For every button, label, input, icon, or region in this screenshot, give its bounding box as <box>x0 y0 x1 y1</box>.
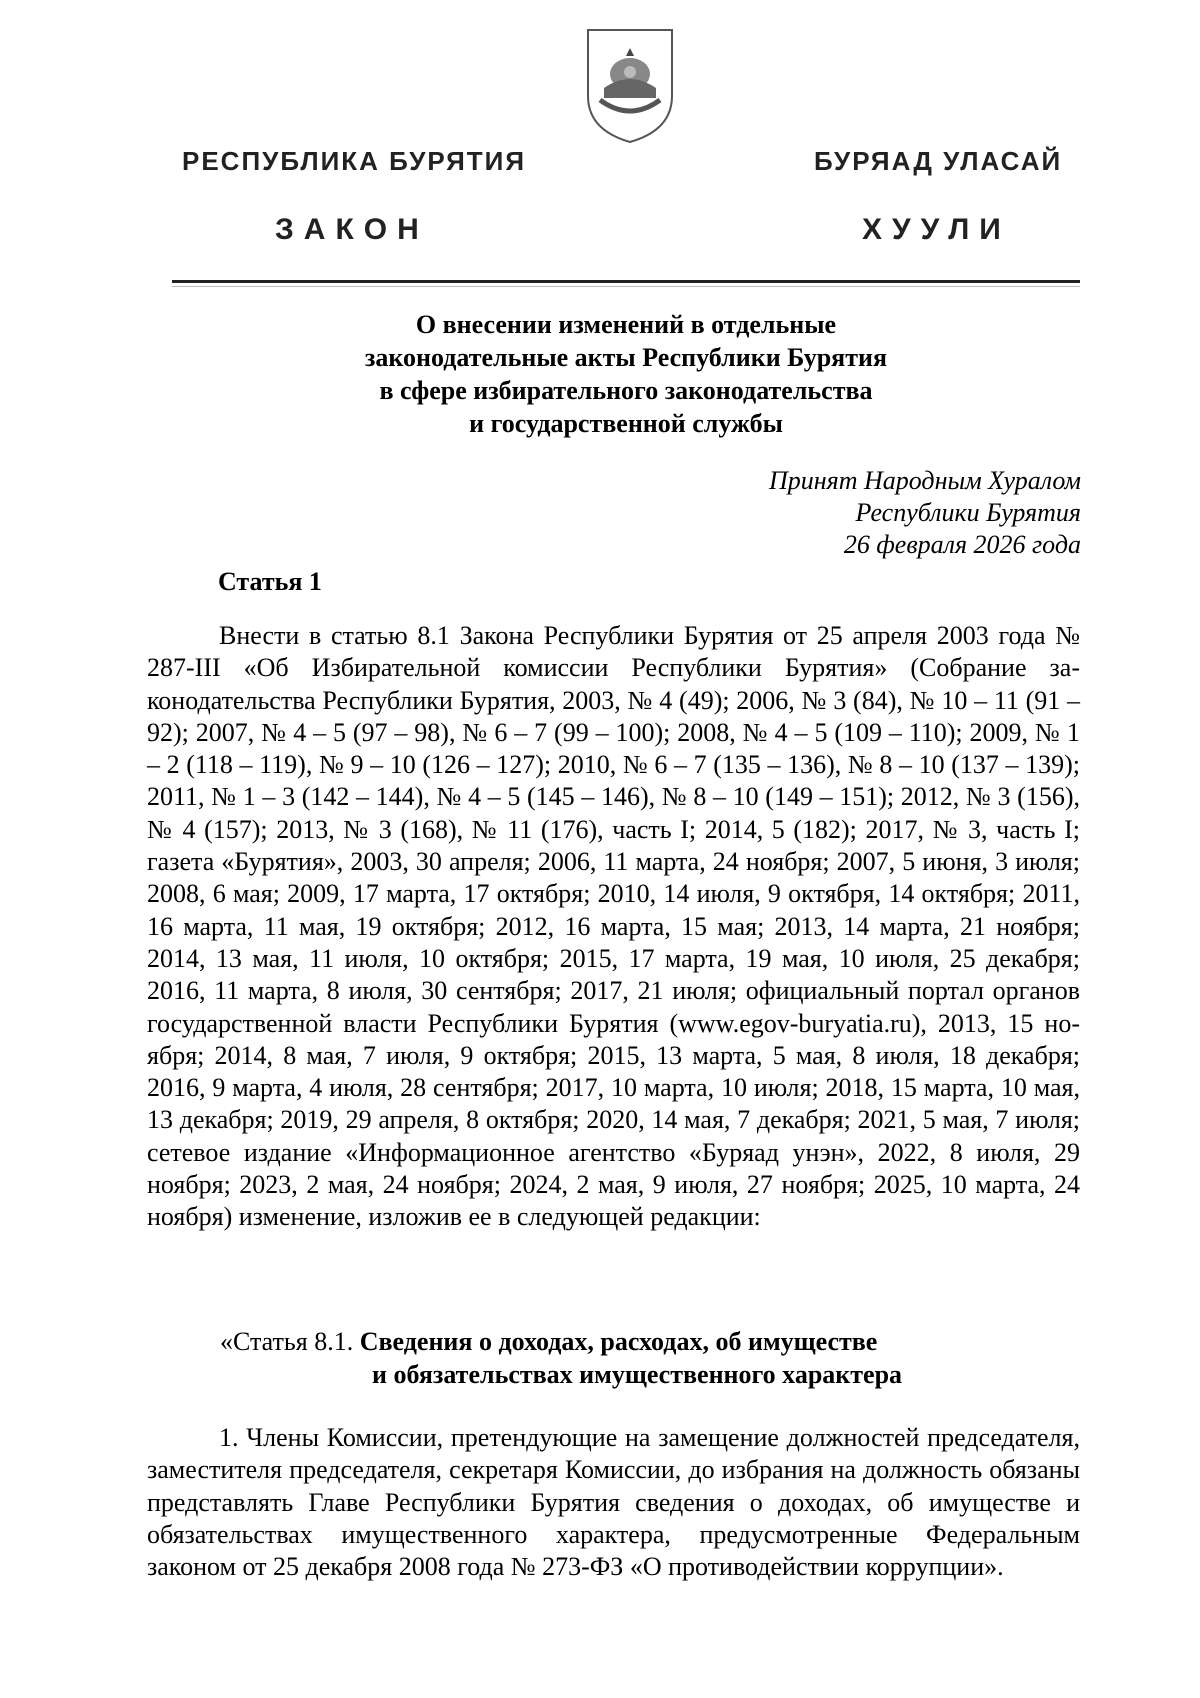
quoted-article-heading <box>220 1325 902 1391</box>
law-title-line: законодательные акты Республики Бурятия <box>364 343 888 372</box>
law-title-line: в сфере избирательного законодательства <box>379 376 873 405</box>
quoted-article-prefix: «Статья 8.1. <box>220 1327 354 1356</box>
quoted-article-title-line1: Сведения о доходах, расходах, об имуществе <box>359 1327 878 1356</box>
header-divider <box>172 280 1080 283</box>
adoption-date: 26 февраля 2026 года <box>843 530 1081 559</box>
law-label-buryat: ХУУЛИ <box>862 213 1011 246</box>
adoption-line: Принят Народным Хуралом <box>768 466 1081 495</box>
adoption-note <box>769 465 1081 561</box>
law-title <box>172 308 1080 440</box>
adoption-line: Республики Бурятия <box>855 498 1081 527</box>
coat-of-arms-emblem <box>584 26 676 146</box>
law-label-russian: ЗАКОН <box>275 213 429 246</box>
quoted-article-paragraph-1 <box>147 1422 1080 1583</box>
republic-name-buryat: БУРЯАД УЛАСАЙ <box>814 146 1063 176</box>
paragraph-1-text: 1. Члены Комиссии, претендующие на замещение должностей председателя, заместителя председателя, секретаря Комиссии, до избрания на должность обязаны представлять Главе Республики Бурятия сведения о доходах, об имуществе и обязательствах имущественного характера, предусмотренные Федеральным законом от 25 декабря 2008 года № 273-ФЗ «О противодействии коррупции». <box>147 1423 1080 1582</box>
law-title-line: и государственной службы <box>469 409 783 438</box>
law-title-line: О внесении изменений в отдельные <box>415 310 837 339</box>
article-1-heading: Статья 1 <box>218 567 322 596</box>
article-1-body <box>147 620 1080 1234</box>
header-divider-thin <box>172 286 1080 287</box>
quoted-article-title-line2: и обязательствах имущественного характера <box>372 1360 903 1389</box>
republic-name-russian: РЕСПУБЛИКА БУРЯТИЯ <box>182 146 527 176</box>
article-1-text: Внести в статью 8.1 Закона Республики Бурятия от 25 апреля 2003 года № 287-III «Об Избирательной комиссии Республики Бурятия» (Собрание законодательства Республики Бурятия, 2003, № 4 (49); 2006, № 3 (84), № 10 – 11 (91 – 92); 2007, № 4 – 5 (97 – 98), № 6 – 7 (99 – 100); 2008, № 4 – 5 (109 – 110); 2009, № 1 – 2 (118 – 119), № 9 – 10 (126 – 127); 2010, № 6 – 7 (135 – 136), № 8 – 10 (137 – 139); 2011, № 1 – 3 (142 – 144), № 4 – 5 (145 – 146), № 8 – 10 (149 – 151); 2012, № 3 (156), № 4 (157); 2013, № 3 (168), № 11 (176), часть I; 2014, 5 (182); 2017, № 3, часть I; газета «Бурятия», 2003, 30 апреля; 2006, 11 марта, 24 ноября; 2007, 5 июня, 3 июля; 2008, 6 мая; 2009, 17 марта, 17 октября; 2010, 14 июля, 9 октября, 14 октября; 2011, 16 марта, 11 мая, 19 октября; 2012, 16 марта, 15 мая; 2013, 14 марта, 21 ноября; 2014, 13 мая, 11 июля, 10 октября; 2015, 17 марта, 19 мая, 10 июля, 25 декабря; 2016, 11 марта, 8 июля, 30 сентября; 2017, 21 июля; официальный портал органов государственной власти Республики Бурятия (www.egov-buryatia.ru), 2013, 15 ноября; 2014, 8 мая, 7 июля, 9 октября; 2015, 13 марта, 5 мая, 8 июля, 18 декабря; 2016, 9 марта, 4 июля, 28 сентября; 2017, 10 марта, 10 июля; 2018, 15 марта, 10 мая, 13 декабря; 2019, 29 апреля, 8 октября; 2020, 14 мая, 7 декабря; 2021, 5 мая, 7 июля; сетевое издание «Информационное агентство «Буряад унэн», 2022, 8 июля, 29 ноября; 2023, 2 мая, 24 ноября; 2024, 2 мая, 9 июля, 27 ноября; 2025, 10 марта, 24 ноября) изменение, изложив ее в следующей редакции: <box>147 621 1080 1232</box>
